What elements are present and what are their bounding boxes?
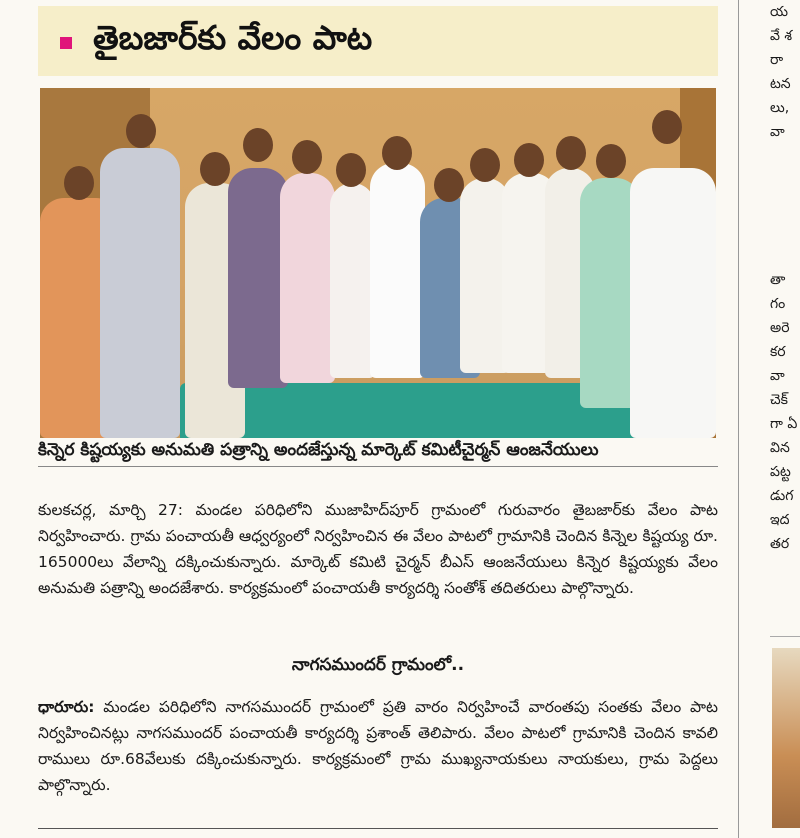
news-article bbox=[38, 0, 718, 838]
adjacent-line: డుగ bbox=[770, 488, 794, 504]
adjacent-line: రా bbox=[770, 52, 784, 68]
adjacent-line: గం bbox=[770, 296, 786, 312]
dateline-place: ధారూరు: bbox=[38, 698, 95, 716]
news-photo bbox=[40, 88, 716, 438]
adjacent-line: పట్ట bbox=[770, 464, 791, 480]
article-paragraph-2 bbox=[38, 694, 718, 798]
adjacent-photo bbox=[772, 648, 800, 828]
photo-person-head bbox=[596, 144, 626, 178]
photo-person bbox=[630, 168, 716, 438]
column-divider bbox=[738, 0, 739, 838]
photo-person-head bbox=[652, 110, 682, 144]
photo-person bbox=[370, 163, 425, 378]
adjacent-column-rule bbox=[770, 636, 800, 637]
photo-person-head bbox=[382, 136, 412, 170]
adjacent-line: గా ఏ bbox=[770, 416, 798, 432]
photo-person bbox=[330, 183, 375, 378]
photo-person bbox=[280, 173, 335, 383]
adjacent-line: తా bbox=[770, 272, 786, 288]
photo-person bbox=[100, 148, 180, 438]
adjacent-line: వే శ bbox=[770, 28, 793, 44]
photo-person-head bbox=[336, 153, 366, 187]
adjacent-column-bottom bbox=[770, 268, 800, 556]
photo-person-head bbox=[200, 152, 230, 186]
photo-person-head bbox=[470, 148, 500, 182]
paragraph-2-body: మండల పరిధిలోని నాగసముందర్ గ్రామంలో ప్రతి వారం నిర్వహించే వారంతపు సంతకు వేలం పాట నిర్వహించినట్లు నాగసముందర్ పంచాయతీ కార్యదర్శి ప్రశాంత్ తెలిపారు. వేలం పాటలో గ్రామానికి చెందిన కావలి రాములు రూ.68వేలుకు దక్కించుకున్నారు. కార్యక్రమంలో గ్రామ ముఖ్యనాయకులు నాయకులు, గ్రామ పెద్దలు పాల్గొన్నారు. bbox=[38, 698, 718, 794]
adjacent-line: య bbox=[770, 4, 789, 20]
photo-person-head bbox=[556, 136, 586, 170]
adjacent-column-top bbox=[770, 0, 800, 144]
adjacent-line: వా bbox=[770, 124, 785, 140]
adjacent-line: చెక్ bbox=[770, 392, 788, 408]
photo-person-head bbox=[243, 128, 273, 162]
adjacent-line: లు, bbox=[770, 100, 790, 116]
photo-caption: కిన్నెర కిష్టయ్యకు అనుమతి పత్రాన్ని అందజేస్తున్న మార్కెట్ కమిటీచైర్మన్ ఆంజనేయులు bbox=[38, 440, 599, 460]
adjacent-line: అరె bbox=[770, 320, 790, 336]
photo-person-head bbox=[126, 114, 156, 148]
adjacent-line: కర bbox=[770, 344, 786, 360]
adjacent-line: విన bbox=[770, 440, 790, 456]
photo-person-head bbox=[64, 166, 94, 200]
headline-bullet-icon bbox=[60, 37, 72, 49]
photo-person-head bbox=[514, 143, 544, 177]
article-paragraph-1: కులకచర్ల, మార్చి 27: మండల పరిధిలోని ముజాహిద్‌పూర్ గ్రామంలో గురువారం తైబజార్‌కు వేలం పాట నిర్వహించారు. గ్రామ పంచాయతీ ఆధ్వర్యంలో నిర్వహించిన ఈ వేలం పాటలో గ్రామానికి చెందిన కిన్నెల కిష్టయ్య రూ. 165000లు వేలాన్ని దక్కించుకున్నారు. మార్కెట్ కమిటి చైర్మన్ బీఎస్ ఆంజనేయులు కిన్నెర కిష్టయ్యకు వేలం అనుమతి పత్రాన్ని అందజేశారు. కార్యక్రమంలో పంచాయతీ కార్యదర్శి సంతోశ్ తదితరులు పాల్గొన్నారు. bbox=[38, 501, 718, 597]
adjacent-line: తర bbox=[770, 536, 790, 552]
subheading: నాగసముందర్ గ్రామంలో.. bbox=[291, 655, 465, 675]
caption-divider bbox=[38, 466, 718, 467]
adjacent-line: వా bbox=[770, 368, 785, 384]
photo-person bbox=[228, 168, 288, 388]
adjacent-line: టన bbox=[770, 76, 791, 92]
adjacent-line: ఇద bbox=[770, 512, 790, 528]
photo-person-head bbox=[292, 140, 322, 174]
headline-banner bbox=[38, 6, 718, 76]
article-bottom-rule bbox=[38, 828, 718, 829]
headline: తైబజార్‌కు వేలం పాట bbox=[93, 18, 373, 57]
